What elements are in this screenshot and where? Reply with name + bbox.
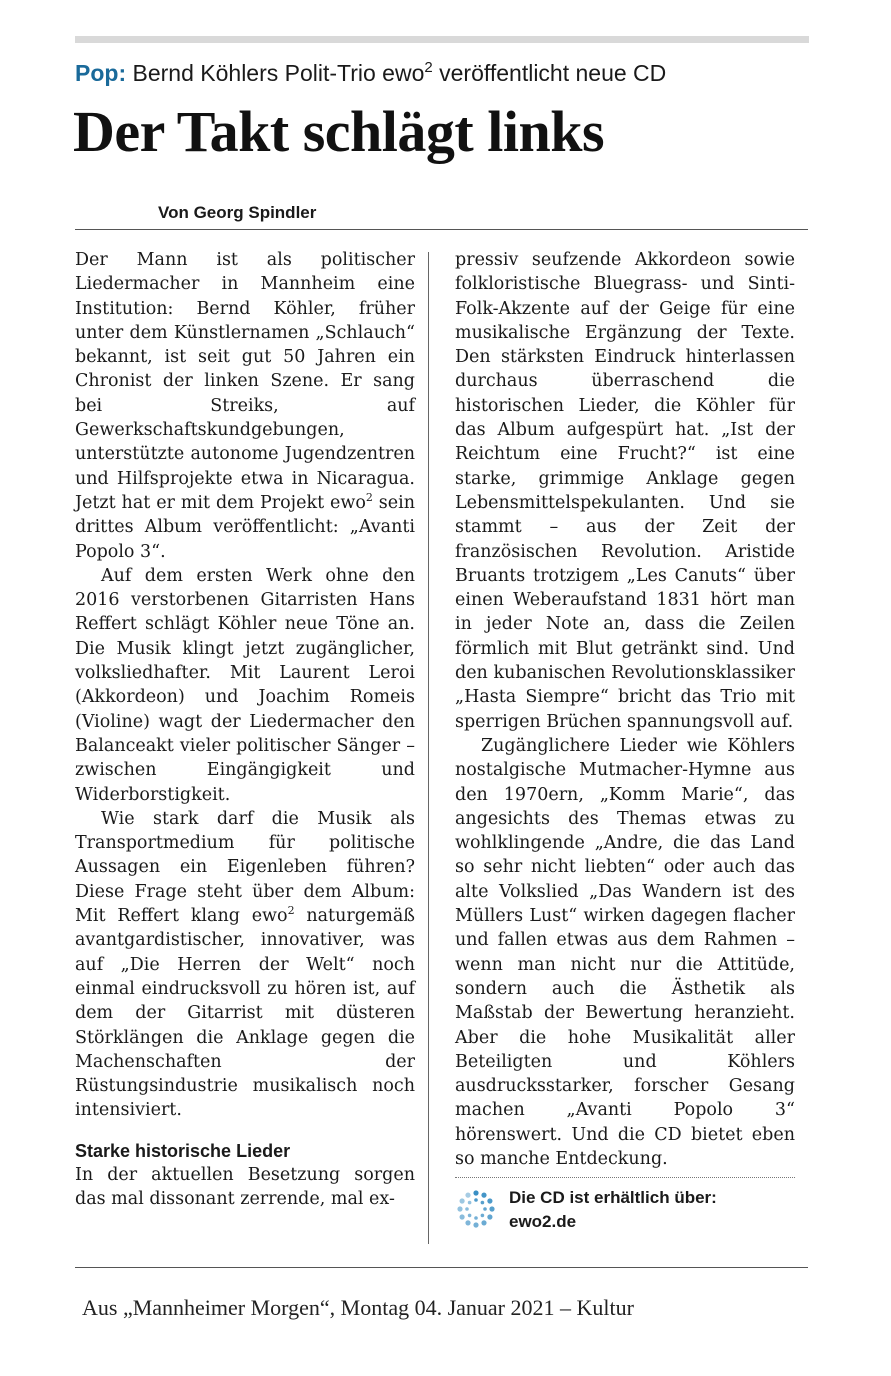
- superscript: 2: [365, 490, 373, 504]
- cd-info-text: [509, 1186, 717, 1234]
- superscript: 2: [287, 904, 295, 918]
- kicker-superscript: 2: [424, 59, 433, 76]
- kicker-text: Bernd Köhlers Polit-Trio ewo: [132, 60, 425, 86]
- paragraph: pressiv seufzende Akkordeon sowie folkloristische Bluegrass- und Sinti-Folk-Akzente auf der Geige für eine musikalische Ergänzung der Texte. Den stärksten Eindruck hinterlassen durchaus überraschend die historischen Lieder, die Köhler für das Album aufgespürt hat. „Ist der Reichtum eine Frucht?“ ist eine starke, grimmige Anklage gegen Lebensmittelspekulanten. Und sie stammt – aus der Zeit der französischen Revolution. Aristide Bruants trotzigem „Les Canuts“ über einen Weberaufstand 1831 hört man in jeder Note an, dass die Zeilen förmlich mit Blut getränkt sind. Und den kubanischen Revolutionsklassiker „Hasta Siempre“ bricht das Trio mit sperrigen Brüchen spannungsvoll auf.: [455, 250, 795, 732]
- column-divider: [428, 252, 429, 1244]
- left-column: [75, 248, 415, 1211]
- top-bar: [75, 36, 809, 43]
- headline: Der Takt schlägt links: [73, 99, 605, 164]
- byline: Von Georg Spindler: [158, 203, 317, 222]
- paragraph: [75, 807, 415, 1123]
- kicker-label: Pop:: [75, 60, 127, 86]
- top-rule: [75, 229, 808, 230]
- kicker: [75, 60, 815, 87]
- cd-info-line: Die CD ist erhältlich über:: [509, 1188, 717, 1207]
- right-column: [455, 248, 795, 1171]
- subheading: Starke historische Lieder: [75, 1140, 291, 1161]
- bottom-rule: [75, 1267, 808, 1268]
- paragraph-text: Wie stark darf die Musik als Transportmedium für politische Aussagen ein Eigenleben führen? Diese Frage steht über dem Album: Mit Reffert klang ewo: [75, 808, 415, 927]
- source-footer: Aus „Mannheimer Morgen“, Montag 04. Januar 2021 – Kultur: [82, 1295, 634, 1320]
- paragraph-text: sein drittes Album veröffentlicht: „Avanti Popolo 3“.: [75, 492, 415, 562]
- paragraph-text: naturgemäß avantgardistischer, innovativer, was auf „Die Herren der Welt“ noch einmal eindrucksvoll zu hören ist, auf dem der Gitarrist mit düsteren Störklängen die Anklage gegen die Machenschaften der Rüstungsindustrie musikalisch noch intensiviert.: [75, 906, 416, 1121]
- loading-spinner-icon: [455, 1188, 497, 1230]
- paragraph: [75, 248, 415, 564]
- cd-info-link[interactable]: ewo2.de: [509, 1212, 577, 1231]
- paragraph: In der aktuellen Besetzung sorgen das mal dissonant zerrende, mal ex-: [75, 1164, 415, 1209]
- cd-info-box: [455, 1184, 795, 1234]
- paragraph: Zugänglichere Lieder wie Köhlers nostalgische Mutmacher-Hymne aus den 1970ern, „Komm Marie“, das angesichts des Themas etwas zu wohlklingende „Andre, die das Land so sehr nicht liebten“ oder auch das alte Volkslied „Das Wandern ist des Müllers Lust“ wirken dagegen flacher und fallen etwas aus dem Rahmen – wenn man nicht nur die Attitüde, sondern auch die Ästhetik als Maßstab der Bewertung heranzieht. Aber die hohe Musikalität aller Beteiligten und Köhlers ausdrucksstarker, forscher Gesang machen „Avanti Popolo 3“ hörenswert. Und die CD bietet eben so manche Entdeckung.: [455, 735, 795, 1169]
- dotted-separator: [455, 1177, 795, 1178]
- kicker-text-tail: veröffentlicht neue CD: [439, 60, 667, 86]
- paragraph-text: Der Mann ist als politischer Liedermacher in Mannheim eine Institution: Bernd Köhler, früher unter dem Künstlernamen „Schlauch“ bekannt, ist seit gut 50 Jahren ein Chronist der linken Szene. Er sang bei Streiks, auf Gewerkschaftskundgebungen, unterstützte autonome Jugendzentren und Hilfsprojekte etwa in Nicaragua. Jetzt hat er mit dem Projekt ewo: [75, 250, 415, 513]
- paragraph: Auf dem ersten Werk ohne den 2016 verstorbenen Gitarristen Hans Reffert schlägt Köhler neue Töne an. Die Musik klingt jetzt zugänglicher, volksliedhafter. Mit Laurent Leroi (Akkordeon) und Joachim Romeis (Violine) wagt der Liedermacher den Balanceakt vieler politischer Sänger – zwischen Eingängigkeit und Widerborstigkeit.: [75, 565, 415, 805]
